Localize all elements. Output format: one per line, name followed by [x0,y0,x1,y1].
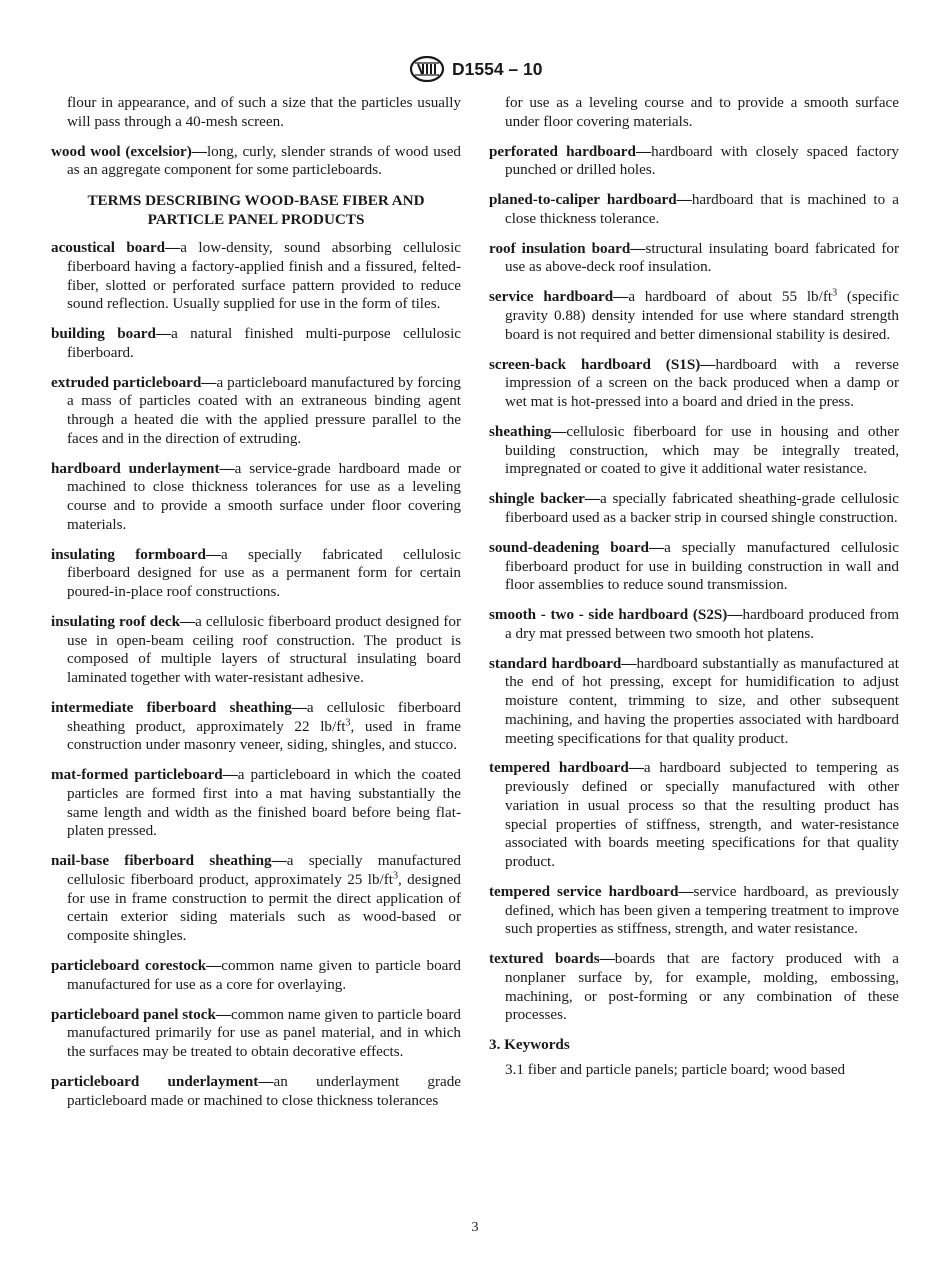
definition-term: acoustical board— [51,239,181,257]
definition-text: a cellulosic fiberboard product designed for use in open-beam ceiling roof construction. The product is composed of multiple layers of structural insulating board laminated together with water-resistant adhesive. [67,613,461,687]
definition-text: , used in frame construction under masonry veneer, siding, shingles, and stucco. [67,717,461,754]
definition-text: a service-grade hardboard made or machined to close thickness tolerances for use as a leveling course and to provide a smooth surface under floor covering materials. [67,459,461,533]
definition-text: service hardboard, as previously defined, which has been given a tempering treatment to improve such properties as stiffness, strength, and water resistance. [505,882,899,938]
definition-term: insulating formboard— [51,545,222,563]
definition-continuation: flour in appearance, and of such a size that the particles usually will pass through a 40-mesh screen. [67,94,461,130]
definition-entry [489,143,899,180]
definition-term: mat-formed particleboard— [51,766,238,784]
definition-text: structural insulating board fabricated for use as above-deck roof insulation. [505,239,899,276]
definition-term: wood wool (excelsior)— [51,142,207,160]
definition-entry [51,613,461,688]
definition-text: , designed for use in frame construction to permit the direct application of certain exterior siding materials such as wood-based or composite shingles. [67,871,461,945]
definition-text: long, curly, slender strands of wood used as an aggregate component for some particleboards. [67,142,461,179]
definition-term: particleboard underlayment— [51,1072,274,1090]
definition-term: shingle backer— [489,490,600,508]
definition-entry [489,759,899,871]
definition-entry [51,766,461,841]
definition-entry [51,239,461,314]
definition-text: a hardboard subjected to tempering as previously defined or specially manufactured with other variation in usual process so that the resulting product has special properties of stiffness, strength, and water-resistance associated with boards meeting specifications for that quality product. [505,759,899,870]
definition-entry [51,325,461,362]
definition-entry [489,191,899,228]
definition-entry [489,356,899,412]
document-designation: D1554 – 10 [452,59,543,79]
superscript: 3 [345,717,351,729]
definition-text: hardboard produced from a dry mat pressed between two smooth hot platens. [505,606,899,642]
definition-term: tempered service hardboard— [489,882,694,900]
definition-term: textured boards— [489,950,615,968]
definition-term: hardboard underlayment— [51,459,235,477]
definition-entry [51,699,461,755]
definition-text: a natural finished multi-purpose cellulosic fiberboard. [67,325,462,361]
definition-term: service hardboard— [489,288,629,306]
definition-entry [51,460,461,535]
definition-text: hardboard with closely spaced factory punched or drilled holes. [505,142,899,179]
left-column [51,94,461,1122]
definition-text: hardboard that is machined to a close thickness tolerance. [505,191,899,227]
right-column [489,94,899,1080]
definition-text: a cellulosic fiberboard sheathing product, approximately 22 lb/ft [67,699,461,735]
definition-text: common name given to particle board manufactured for use as a core for overlaying. [67,957,461,993]
superscript: 3 [832,287,838,299]
definition-entry [489,883,899,939]
superscript: 3 [392,870,398,882]
definition-entry [489,288,899,344]
definition-term: standard hardboard— [489,654,637,672]
definition-text: a specially fabricated cellulosic fiberboard designed for use as a permanent form for certain poured-in-place roof constructions. [67,545,461,601]
definition-text: (specific gravity 0.88) density intended for use where standard strength board is not required and better dimensional stability is desired. [505,288,899,343]
definition-term: nail-base fiberboard sheathing— [51,852,287,870]
definition-text: a specially fabricated sheathing-grade cellulosic fiberboard used as a backer strip in coursed shingle construction. [505,490,899,526]
definition-term: roof insulation board— [489,239,646,257]
definition-entry [51,1006,461,1062]
definition-text: a hardboard of about 55 lb/ft [628,288,833,306]
definition-term: particleboard corestock— [51,957,222,975]
definition-term: sheathing— [489,422,567,440]
definition-term: screen-back hardboard (S1S)— [489,355,716,373]
definition-entry [51,374,461,449]
definition-term: intermediate fiberboard sheathing— [51,699,307,717]
definition-entry [489,240,899,277]
definition-text: hardboard with a reverse impression of a screen on the back produced when a damp or wet mat is hot-pressed into a board and dried in the press. [505,355,899,411]
definition-entry [489,950,899,1025]
definition-entry [489,655,899,749]
definition-entry [489,423,899,479]
definition-text: an underlayment grade particleboard made or machined to close thickness tolerances [67,1072,462,1109]
definition-text: boards that are factory produced with a nonplaner surface by, for example, molding, embossing, machining, or post-forming or any combination of these processes. [505,950,899,1024]
definition-term: extruded particleboard— [51,373,217,391]
definition-entry [51,143,461,180]
definition-entry [489,539,899,595]
definition-entry [51,852,461,946]
section-heading: TERMS DESCRIBING WOOD-BASE FIBER AND PARTICLE PANEL PRODUCTS [87,192,425,229]
definition-text: hardboard substantially as manufactured at the end of hot pressing, except for humidification to adjust moisture content, trimming to size, and other subsequent machining, and having the properties associated with hardboard meeting specifications for that quality product. [505,654,899,747]
definition-text: a low-density, sound absorbing cellulosic fiberboard having a factory-applied finish and a fissured, felted-fiber, slotted or perforated surface pattern provided to reduce sound reflection. Usually supplied for use in the form of tiles. [67,239,462,313]
definition-term: tempered hardboard— [489,759,644,777]
definition-term: perforated hardboard— [489,142,652,160]
definition-entry [51,1073,461,1110]
definition-entry [51,957,461,994]
definition-term: building board— [51,325,172,343]
page-number: 3 [471,1220,479,1235]
definition-term: sound-deadening board— [489,538,665,556]
definition-continuation: for use as a leveling course and to provide a smooth surface under floor covering materials. [505,94,899,130]
definition-text: a particleboard in which the coated particles are formed first into a mat having substantially the same length and width as the finished board before being flat-platen pressed. [67,766,461,840]
page-header [0,56,950,82]
definition-text: a specially manufactured cellulosic fiberboard product for use in building construction in wall and floor assemblies to reduce sound transmission. [505,538,899,594]
astm-logo-icon [409,56,445,82]
keywords-heading: 3. Keywords [489,1036,570,1054]
definition-entry [489,490,899,527]
definition-term: insulating roof deck— [51,613,196,631]
definition-text: cellulosic fiberboard for use in housing and other building construction, which may be integrally treated, impregnated or coated to give it additional water resistance. [505,422,899,478]
definition-term: planed-to-caliper hardboard— [489,191,692,209]
definition-term: particleboard panel stock— [51,1005,232,1023]
keywords-text: 3.1 fiber and particle panels; particle board; wood based [505,1060,846,1078]
definition-entry [51,546,461,602]
definition-text: common name given to particle board manufactured primarily for use as panel material, and in which the surfaces may be treated to obtain decorative effects. [67,1005,461,1061]
definition-term: smooth - two - side hardboard (S2S)— [489,606,743,624]
definition-entry [489,606,899,643]
definition-text: a particleboard manufactured by forcing a mass of particles coated with an extraneous binding agent through a heated die with the applied pressure parallel to the faces and in the direction of extruding. [67,373,461,447]
definition-text: a specially manufactured cellulosic fiberboard product, approximately 25 lb/ft [67,852,461,889]
